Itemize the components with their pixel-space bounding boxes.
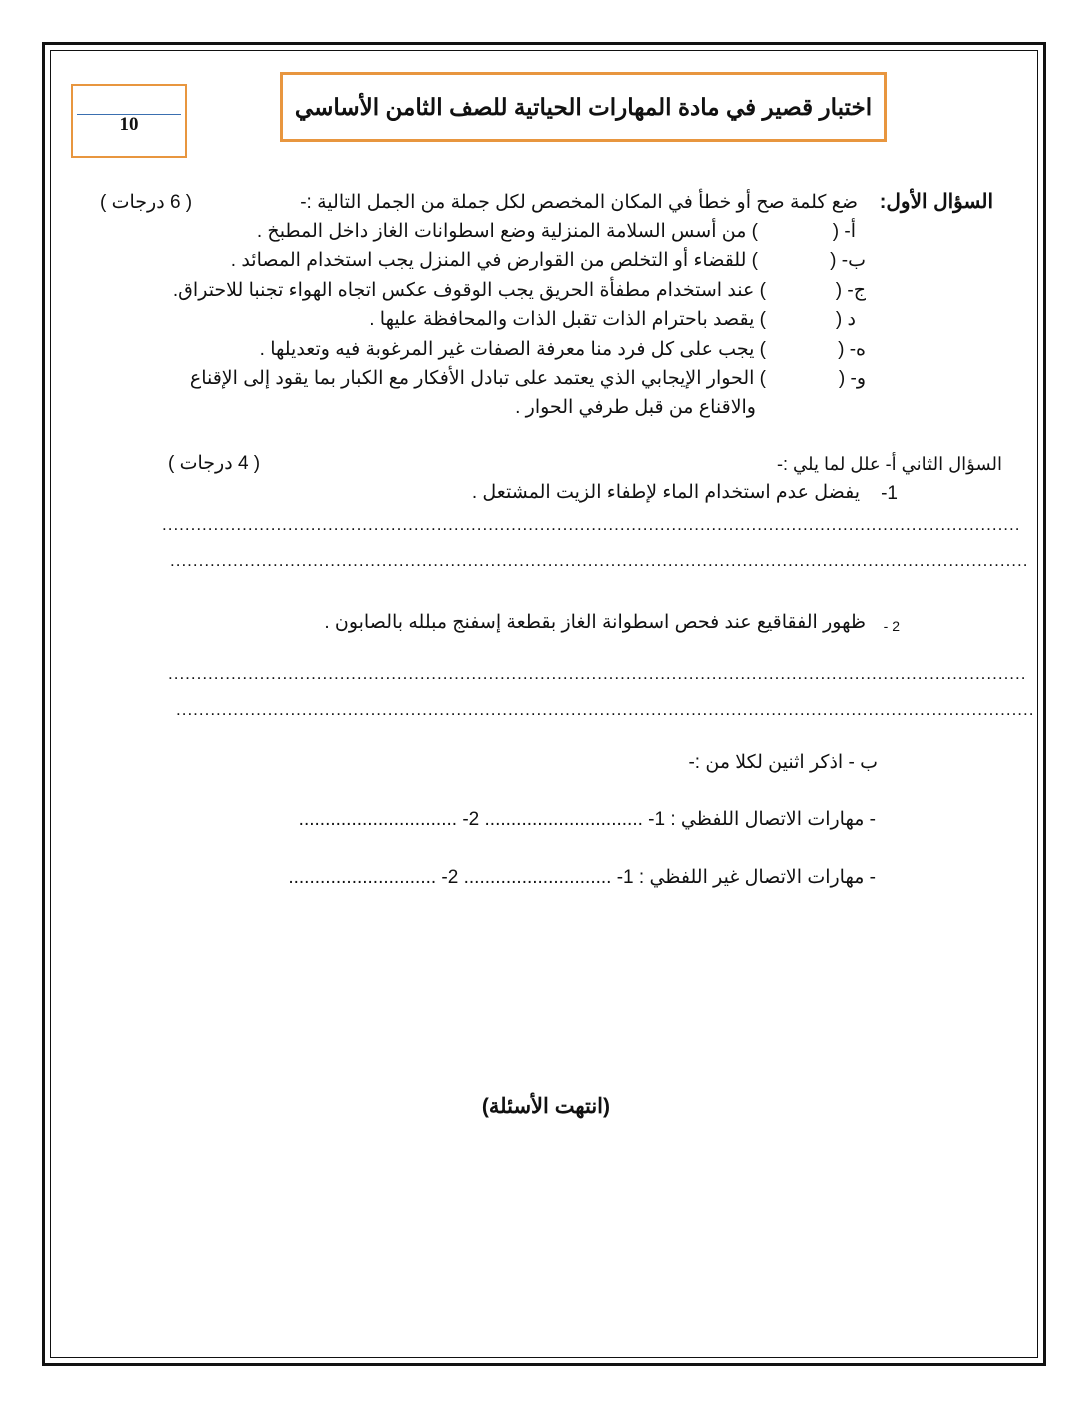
q2-item2-text: ظهور الفقاقيع عند فحص اسطوانة الغاز بقطعة إسفنج مبلله بالصابون . — [324, 612, 866, 633]
q1-item-e-text: ) يجب على كل فرد منا معرفة الصفات غير المرغوبة فيه وتعديلها . — [259, 339, 766, 360]
score-box — [71, 84, 187, 158]
end-of-questions: (انتهت الأسئلة) — [481, 1095, 610, 1118]
title-box — [280, 72, 887, 142]
q1-item-d-text: ) يقصد باحترام الذات تقبل الذات والمحافظة عليها . — [369, 309, 766, 330]
q1-item-f-letter: و- ( — [838, 368, 866, 389]
q1-instruction: ضع كلمة صح أو خطأ في المكان المخصص لكل جملة من الجمل التالية :- — [300, 192, 858, 213]
answer-line[interactable]: ...................................................................................................................................................... — [170, 551, 1029, 570]
verbal-skills-line[interactable]: - مهارات الاتصال اللفظي : 1- .............................. 2- .............................. — [298, 809, 876, 830]
q1-label: السؤال الأول: — [879, 191, 993, 213]
answer-line[interactable]: ...................................................................................................................................................... — [168, 664, 1027, 683]
q1-item-a-text: ) من أسس السلامة المنزلية وضع اسطوانات الغاز داخل المطبخ . — [256, 221, 758, 242]
q1-item-f-text: ) الحوار الإيجابي الذي يعتمد على تبادل الأفكار مع الكبار بما يقود إلى الإقناع — [189, 368, 766, 389]
q2-marks: ( 4 درجات ) — [168, 453, 261, 474]
q2-b-label: ب - اذكر اثنين لكلا من :- — [688, 752, 878, 773]
q1-item-e-letter: ه- ( — [838, 339, 866, 360]
q1-item-b-text: ) للقضاء أو التخلص من القوارض في المنزل يجب استخدام المصائد . — [230, 250, 758, 271]
q1-item-f-continuation: والاقناع من قبل طرفي الحوار . — [515, 397, 756, 418]
answer-line[interactable]: ...................................................................................................................................................... — [162, 515, 1021, 534]
q1-marks: ( 6 درجات ) — [100, 192, 193, 213]
answer-line[interactable]: ...................................................................................................................................................... — [176, 700, 1035, 719]
q1-item-a-letter: أ- ( — [832, 221, 856, 242]
q2-item1-text: يفضل عدم استخدام الماء لإطفاء الزيت المشتعل . — [471, 482, 860, 503]
q2-item1-number: 1- — [881, 483, 898, 504]
q1-item-c-letter: ج- ( — [835, 280, 866, 301]
nonverbal-skills-line[interactable]: - مهارات الاتصال غير اللفظي : 1- ............................ 2- ............................ — [288, 867, 876, 888]
q1-item-c-text: ) عند استخدام مطفأة الحريق يجب الوقوف عكس اتجاه الهواء تجنبا للاحتراق. — [172, 280, 766, 301]
q1-item-b-letter: ب- ( — [830, 250, 866, 271]
score-total: 10 — [119, 114, 139, 135]
exam-title: اختبار قصير في مادة المهارات الحياتية للصف الثامن الأساسي — [294, 93, 873, 120]
q1-item-d-letter: د ( — [835, 309, 856, 330]
q2-item2-number: 2 - — [883, 618, 900, 634]
q2-label: السؤال الثاني أ- علل لما يلي :- — [776, 454, 1002, 474]
